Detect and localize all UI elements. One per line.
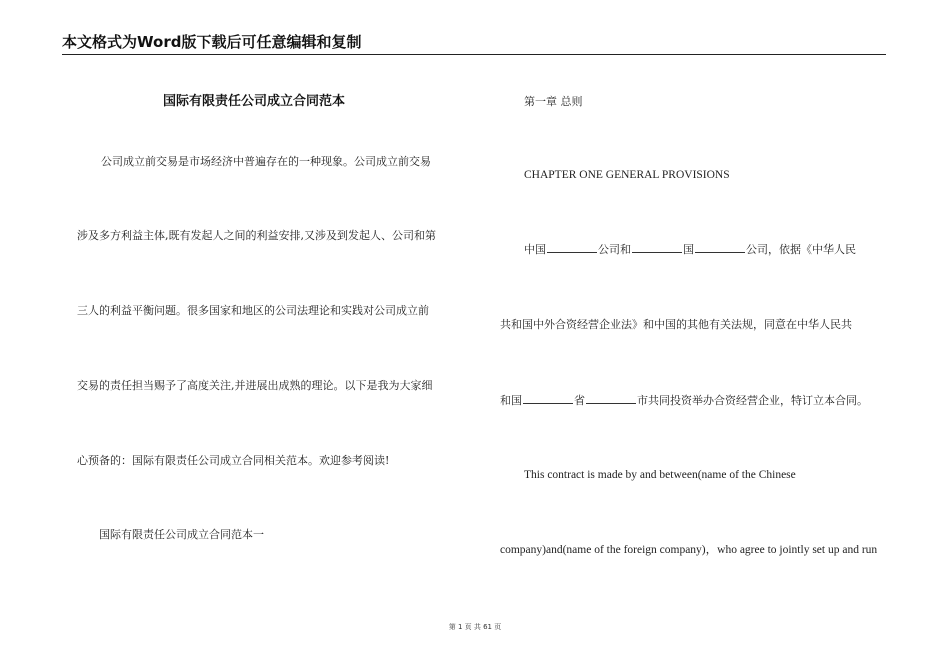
chapter-heading-cn: 第一章 总则	[524, 95, 583, 108]
clause-line-3	[500, 393, 868, 408]
blank-field[interactable]	[695, 242, 745, 253]
intro-line-5: 心预备的：国际有限责任公司成立合同相关范本。欢迎参考阅读!	[77, 454, 390, 467]
clause-text: 中国	[524, 243, 546, 256]
blank-field[interactable]	[547, 242, 597, 253]
blank-field[interactable]	[523, 393, 573, 404]
chapter-heading-en: CHAPTER ONE GENERAL PROVISIONS	[524, 169, 730, 181]
document-title: 国际有限责任公司成立合同范本	[163, 94, 346, 109]
clause-line-2: 共和国中外合资经营企业法》和中国的其他有关法规，同意在中华人民共	[500, 318, 852, 331]
english-line-1: This contract is made by and between(name of the Chinese	[524, 469, 796, 481]
sample-subheading: 国际有限责任公司成立合同范本一	[99, 528, 264, 541]
clause-text: 公司和	[598, 243, 631, 256]
clause-line-1	[524, 242, 856, 257]
clause-text: 省	[574, 394, 585, 407]
blank-field[interactable]	[586, 393, 636, 404]
intro-line-1: 公司成立前交易是市场经济中普遍存在的一种现象。公司成立前交易	[101, 155, 431, 168]
intro-line-4: 交易的责任担当赐予了高度关注,并进展出成熟的理论。以下是我为大家细	[77, 379, 433, 392]
intro-line-3: 三人的利益平衡问题。很多国家和地区的公司法理论和实践对公司成立前	[77, 304, 429, 317]
page-number: 第 1 页 共 61 页	[448, 623, 502, 631]
clause-text: 市共同投资举办合资经营企业，特订立本合同。	[637, 394, 868, 407]
english-line-2: company)and(name of the foreign company)，who agree to jointly set up and run	[500, 544, 878, 556]
clause-text: 和国	[500, 394, 522, 407]
intro-line-2: 涉及多方利益主体,既有发起人之间的利益安排,又涉及到发起人、公司和第	[77, 229, 436, 242]
blank-field[interactable]	[632, 242, 682, 253]
document-banner: 本文格式为Word版下载后可任意编辑和复制	[62, 32, 886, 55]
clause-text: 公司，依据《中华人民	[746, 243, 856, 256]
clause-text: 国	[683, 243, 694, 256]
